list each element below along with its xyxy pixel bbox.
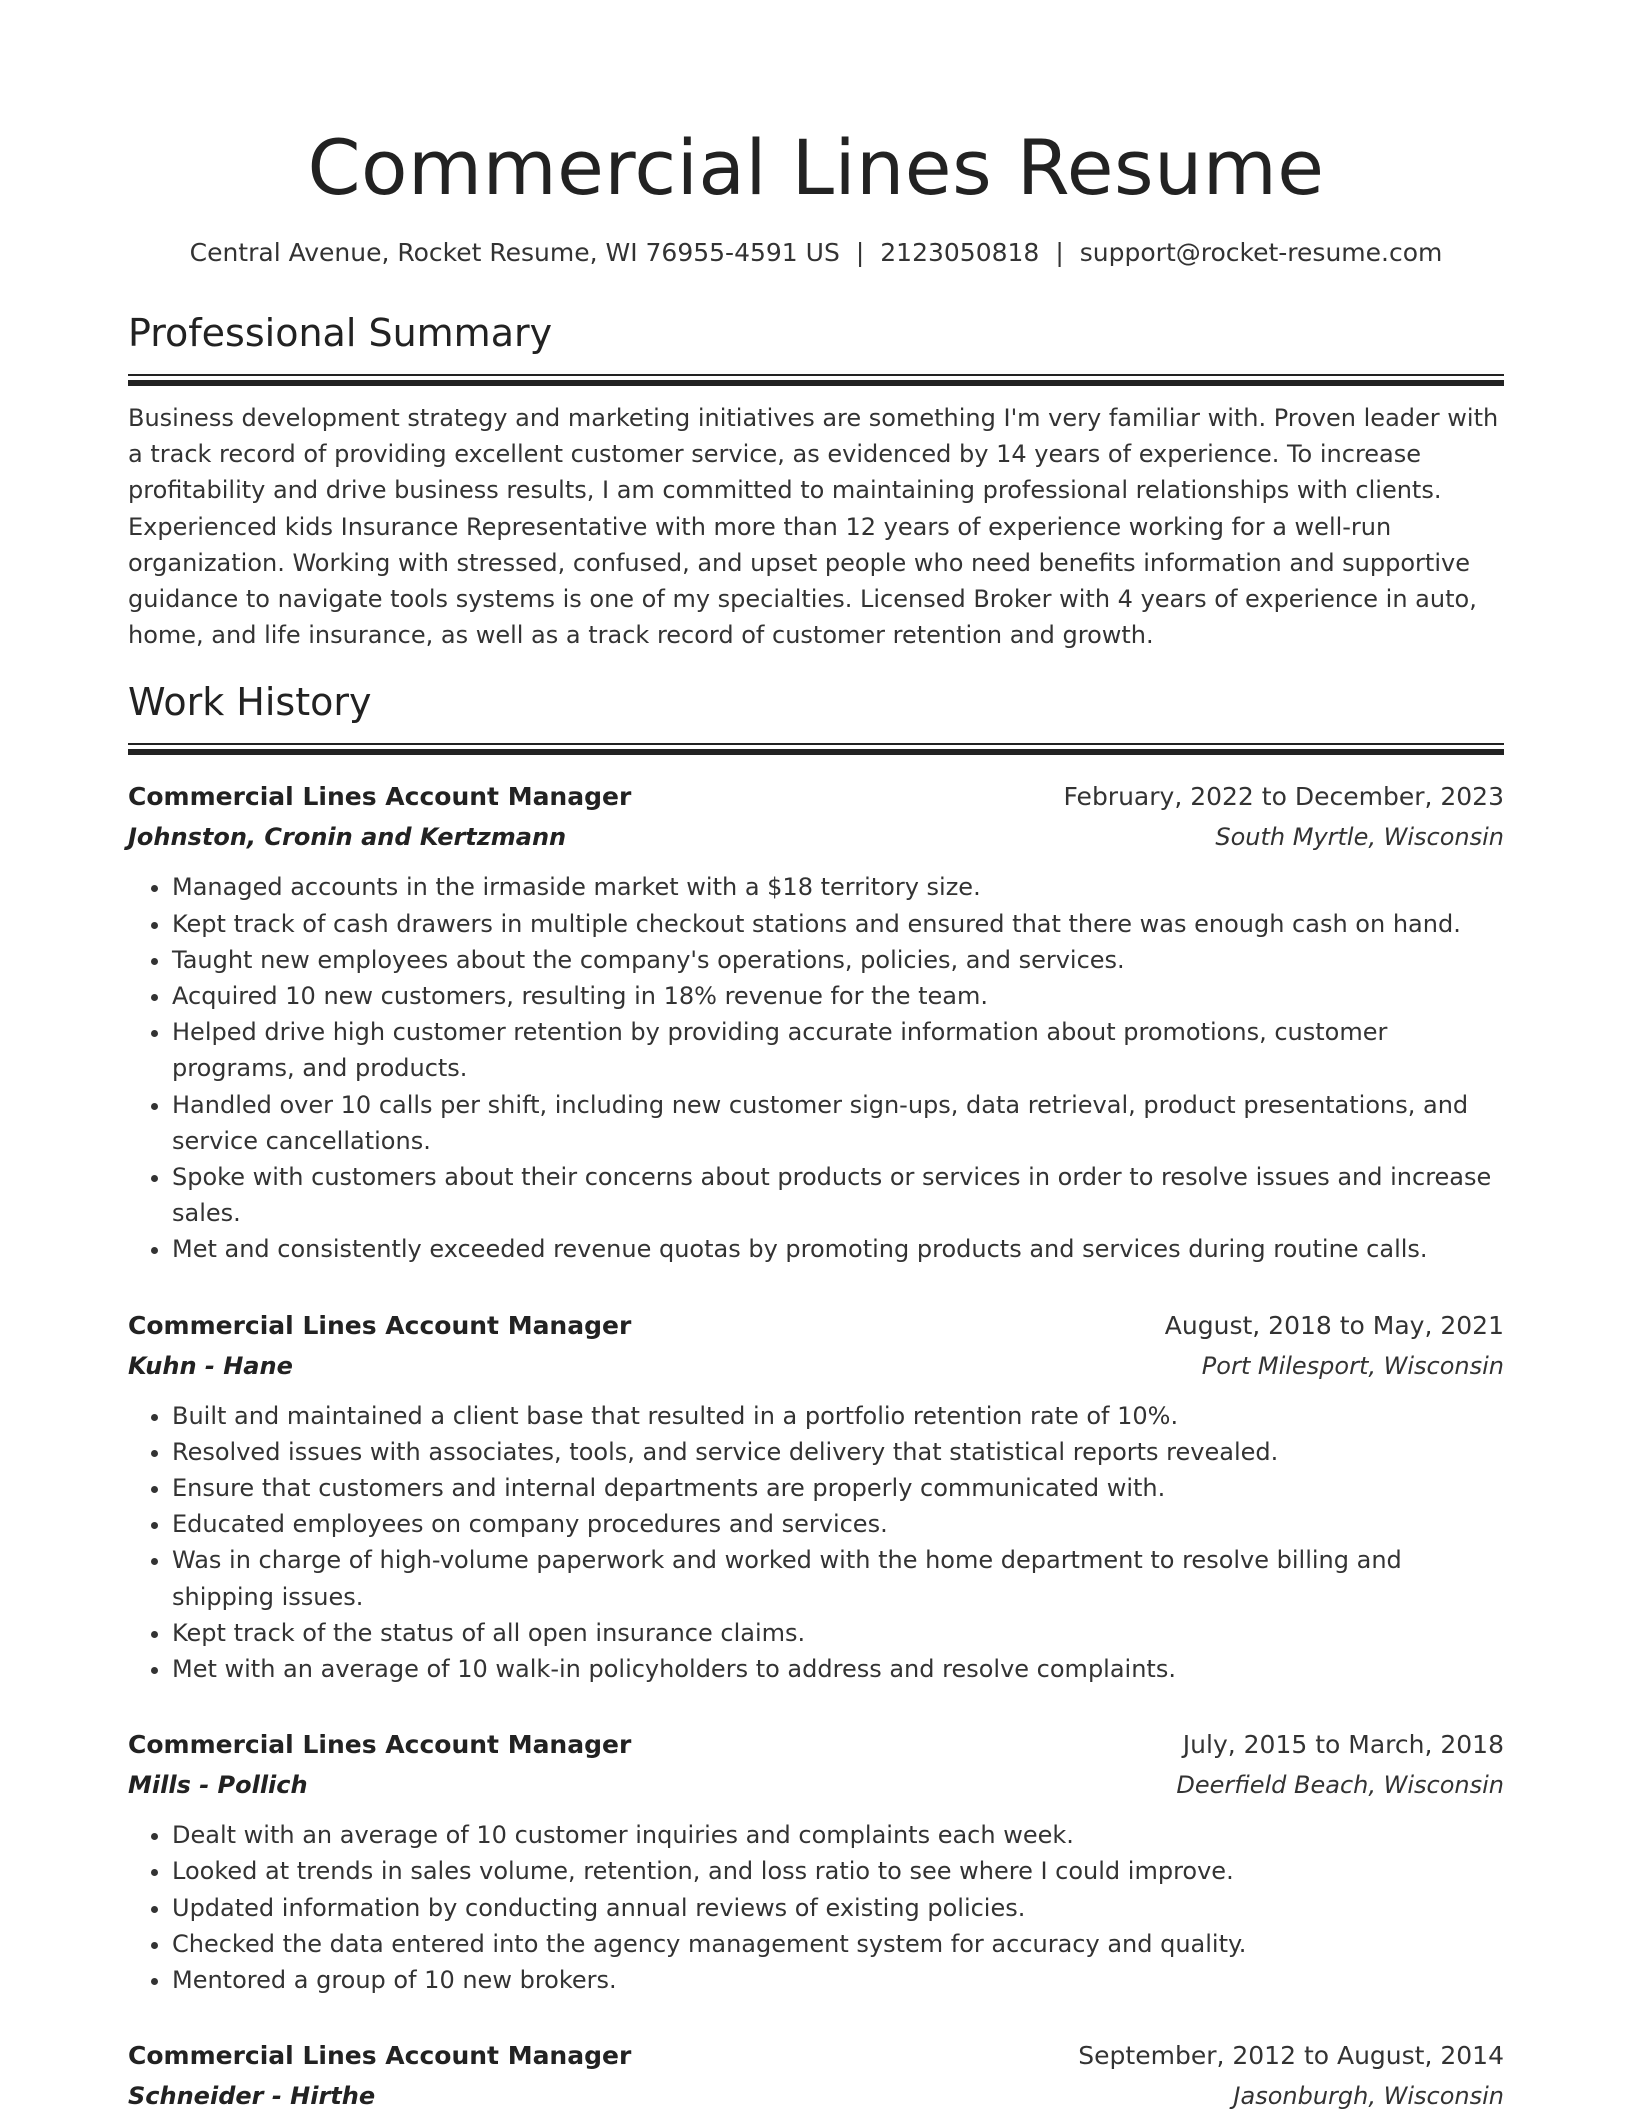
contact-address: Central Avenue, Rocket Resume, WI 76955-4591 US bbox=[189, 238, 840, 267]
job-title: Commercial Lines Account Manager bbox=[128, 1730, 632, 1760]
job-entry bbox=[128, 2036, 1504, 2116]
job-bullet: • Kept track of cash drawers in multiple checkout stations and ensured that there was enough cash on hand. bbox=[172, 906, 1504, 942]
contact-separator: | bbox=[855, 238, 865, 267]
job-entry bbox=[128, 1725, 1504, 1998]
job-location: Deerfield Beach, Wisconsin bbox=[1176, 1771, 1504, 1800]
job-company: Johnston, Cronin and Kertzmann bbox=[128, 823, 567, 852]
job-location: South Myrtle, Wisconsin bbox=[1215, 823, 1504, 852]
job-bullet: • Ensure that customers and internal departments are properly communicated with. bbox=[172, 1470, 1504, 1506]
job-bullet: • Taught new employees about the company's operations, policies, and services. bbox=[172, 942, 1504, 978]
resume-name: Commercial Lines Resume bbox=[307, 123, 1325, 212]
section-divider bbox=[128, 743, 1504, 755]
job-bullet: • Handled over 10 calls per shift, including new customer sign-ups, data retrieval, product presentations, and service cancellations. bbox=[172, 1087, 1504, 1159]
job-bullet: • Helped drive high customer retention by providing accurate information about promotions, customer programs, and products. bbox=[172, 1014, 1504, 1086]
job-bullets bbox=[128, 1398, 1504, 1688]
job-location: Port Milesport, Wisconsin bbox=[1201, 1351, 1504, 1380]
job-bullets bbox=[128, 1817, 1504, 1998]
job-location: Jasonburgh, Wisconsin bbox=[1233, 2082, 1504, 2111]
summary-text: Business development strategy and marketing initiatives are something I'm very familiar with. Proven leader with a track record of providing excellent customer service, as evidenced by 14 years of experience. To increase profitability and drive business results, I am committed to maintaining professional relationships with clients. Experienced kids Insurance Representative with more than 12 years of experience working for a well-run organization. Working with stressed, confused, and upset people who need benefits information and supportive guidance to navigate tools systems is one of my specialties. Licensed Broker with 4 years of experience in auto, home, and life insurance, as well as a track record of customer retention and growth. bbox=[128, 404, 1499, 650]
job-bullet: • Resolved issues with associates, tools, and service delivery that statistical reports revealed. bbox=[172, 1434, 1504, 1470]
job-bullet: • Dealt with an average of 10 customer inquiries and complaints each week. bbox=[172, 1817, 1504, 1853]
job-bullet: • Acquired 10 new customers, resulting in 18% revenue for the team. bbox=[172, 978, 1504, 1014]
job-company: Mills - Pollich bbox=[128, 1771, 308, 1800]
job-bullet: • Kept track of the status of all open insurance claims. bbox=[172, 1615, 1504, 1651]
job-dates: July, 2015 to March, 2018 bbox=[1182, 1730, 1504, 1760]
job-bullet: • Managed accounts in the irmaside market with a $18 territory size. bbox=[172, 869, 1504, 905]
contact-phone: 2123050818 bbox=[880, 238, 1040, 267]
job-bullets bbox=[128, 869, 1504, 1267]
job-bullet: • Was in charge of high-volume paperwork and worked with the home department to resolve billing and shipping issues. bbox=[172, 1542, 1504, 1614]
job-company: Schneider - Hirthe bbox=[128, 2082, 376, 2111]
job-bullet: • Updated information by conducting annual reviews of existing policies. bbox=[172, 1890, 1504, 1926]
job-bullet: • Met with an average of 10 walk-in policyholders to address and resolve complaints. bbox=[172, 1651, 1504, 1687]
job-dates: February, 2022 to December, 2023 bbox=[1063, 782, 1504, 812]
job-entry bbox=[128, 1306, 1504, 1688]
job-bullet: • Educated employees on company procedures and services. bbox=[172, 1506, 1504, 1542]
resume-page bbox=[128, 0, 1504, 2116]
work-history-heading: Work History bbox=[128, 680, 372, 725]
job-bullet: • Mentored a group of 10 new brokers. bbox=[172, 1962, 1504, 1998]
job-bullet: • Built and maintained a client base that resulted in a portfolio retention rate of 10%. bbox=[172, 1398, 1504, 1434]
job-entry bbox=[128, 777, 1504, 1267]
job-dates: September, 2012 to August, 2014 bbox=[1078, 2041, 1504, 2071]
contact-line bbox=[128, 236, 1504, 270]
job-title: Commercial Lines Account Manager bbox=[128, 782, 632, 812]
job-bullet: • Spoke with customers about their concerns about products or services in order to resolve issues and increase sales. bbox=[172, 1159, 1504, 1231]
section-divider bbox=[128, 374, 1504, 386]
job-bullet: • Looked at trends in sales volume, retention, and loss ratio to see where I could improve. bbox=[172, 1853, 1504, 1889]
job-bullet: • Met and consistently exceeded revenue quotas by promoting products and services during routine calls. bbox=[172, 1231, 1504, 1267]
job-title: Commercial Lines Account Manager bbox=[128, 2041, 632, 2071]
contact-separator: | bbox=[1055, 238, 1064, 267]
contact-email[interactable]: support@rocket-resume.com bbox=[1079, 238, 1443, 267]
job-title: Commercial Lines Account Manager bbox=[128, 1310, 632, 1340]
job-list bbox=[128, 777, 1504, 2116]
job-company: Kuhn - Hane bbox=[128, 1351, 293, 1380]
job-bullet: • Checked the data entered into the agency management system for accuracy and quality. bbox=[172, 1926, 1504, 1962]
summary-heading: Professional Summary bbox=[128, 311, 553, 355]
job-dates: August, 2018 to May, 2021 bbox=[1164, 1310, 1504, 1340]
